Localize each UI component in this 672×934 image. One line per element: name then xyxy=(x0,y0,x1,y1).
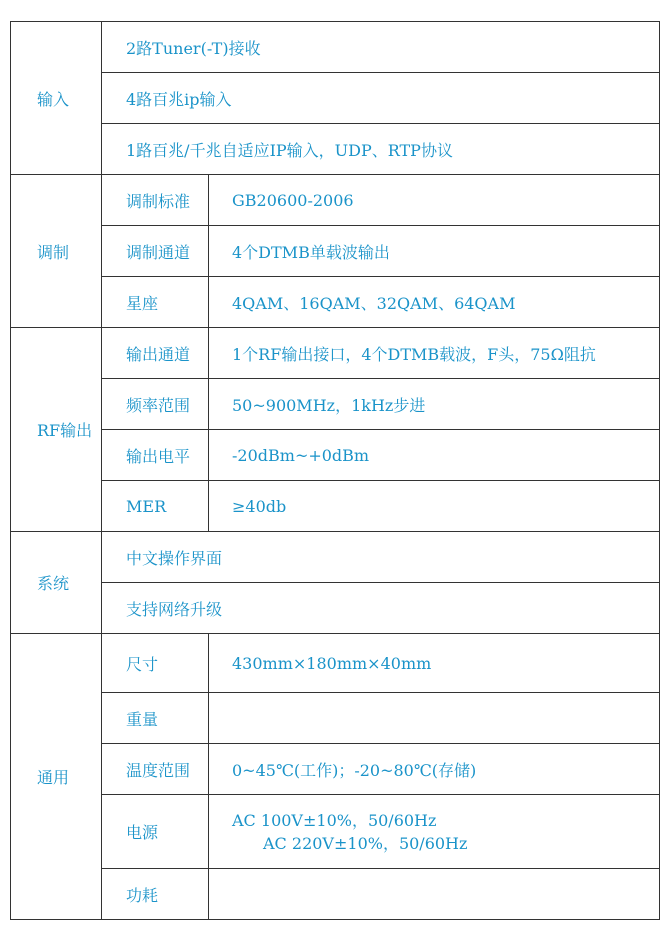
table-row xyxy=(11,124,660,175)
spec-value: 1个RF输出接口，4个DTMB载波，F头，75Ω阻抗 xyxy=(209,328,660,379)
spec-value xyxy=(209,869,660,920)
spec-label: 输出电平 xyxy=(102,430,209,481)
spec-value: 4QAM、16QAM、32QAM、64QAM xyxy=(209,277,660,328)
spec-value xyxy=(209,795,660,869)
table-row xyxy=(11,532,660,583)
table-row xyxy=(11,226,660,277)
category-general: 通用 xyxy=(11,634,102,920)
spec-label: 星座 xyxy=(102,277,209,328)
table-row xyxy=(11,744,660,795)
spec-value: ≥40db xyxy=(209,481,660,532)
spec-text: 支持网络升级 xyxy=(102,583,660,634)
table-row xyxy=(11,22,660,73)
table-row xyxy=(11,175,660,226)
table-row xyxy=(11,481,660,532)
spec-value: 50~900MHz，1kHz步进 xyxy=(209,379,660,430)
spec-value: GB20600-2006 xyxy=(209,175,660,226)
table-row xyxy=(11,693,660,744)
spec-label: 重量 xyxy=(102,693,209,744)
spec-value: 4个DTMB单载波输出 xyxy=(209,226,660,277)
table-row xyxy=(11,430,660,481)
spec-label: 电源 xyxy=(102,795,209,869)
power-line: AC 100V±10%，50/60Hz xyxy=(232,810,437,830)
power-line: AC 220V±10%，50/60Hz xyxy=(263,833,468,853)
table-row xyxy=(11,328,660,379)
spec-text: 1路百兆/千兆自适应IP输入，UDP、RTP协议 xyxy=(102,124,660,175)
spec-label: 尺寸 xyxy=(102,634,209,693)
spec-label: 频率范围 xyxy=(102,379,209,430)
spec-value: 0~45℃(工作)；-20~80℃(存储) xyxy=(209,744,660,795)
spec-label: 调制通道 xyxy=(102,226,209,277)
spec-value: -20dBm~+0dBm xyxy=(209,430,660,481)
spec-text: 2路Tuner(-T)接收 xyxy=(102,22,660,73)
table-row xyxy=(11,869,660,920)
spec-label: 输出通道 xyxy=(102,328,209,379)
table-row xyxy=(11,795,660,869)
category-modulation: 调制 xyxy=(11,175,102,328)
category-system: 系统 xyxy=(11,532,102,634)
spec-text: 中文操作界面 xyxy=(102,532,660,583)
table-row xyxy=(11,73,660,124)
table-row xyxy=(11,583,660,634)
category-input: 输入 xyxy=(11,22,102,175)
spec-value: 430mm×180mm×40mm xyxy=(209,634,660,693)
table-row xyxy=(11,277,660,328)
spec-text: 4路百兆ip输入 xyxy=(102,73,660,124)
table-row xyxy=(11,634,660,693)
category-rf-output: RF输出 xyxy=(11,328,102,532)
spec-value xyxy=(209,693,660,744)
spec-label: 功耗 xyxy=(102,869,209,920)
spec-table xyxy=(10,21,660,920)
spec-label: 调制标准 xyxy=(102,175,209,226)
table-row xyxy=(11,379,660,430)
spec-label: MER xyxy=(102,481,209,532)
spec-label: 温度范围 xyxy=(102,744,209,795)
